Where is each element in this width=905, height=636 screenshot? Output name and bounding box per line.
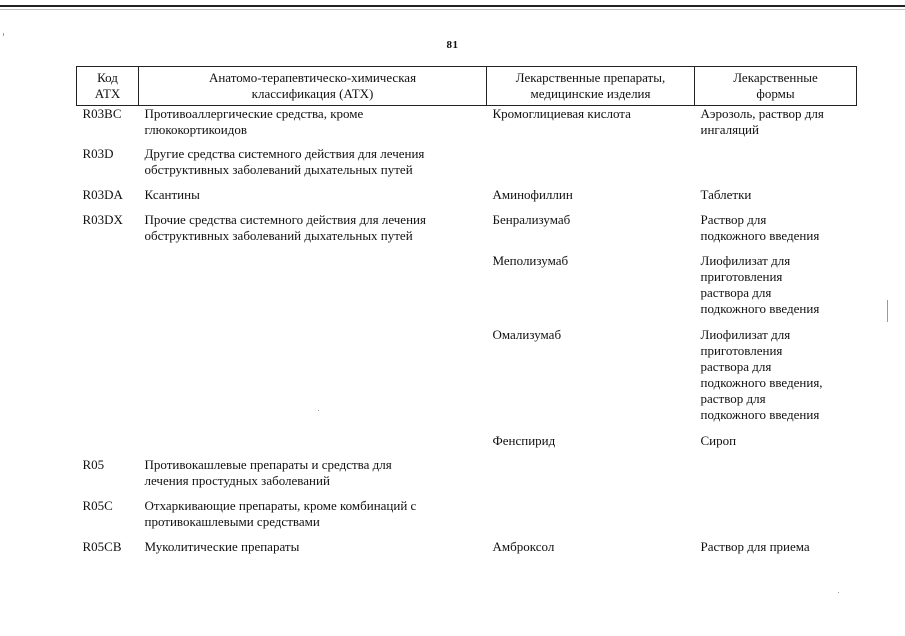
cell-drug: Бенрализумаб xyxy=(492,211,571,227)
cell-code xyxy=(77,253,139,327)
cell-classification: Противокашлевые препараты и средства для лечения простудных заболеваний xyxy=(144,456,392,488)
cell-code: R03BC xyxy=(82,106,122,121)
cell-code: R03DA xyxy=(82,186,123,202)
table-row xyxy=(77,253,857,327)
cell-drug: Кромоглициевая кислота xyxy=(492,106,631,121)
cell-code xyxy=(77,327,139,433)
header-drugs: Лекарственные препараты, медицинские изделия xyxy=(487,67,695,106)
atx-table xyxy=(76,66,857,563)
cell-form: Таблетки xyxy=(700,186,752,202)
cell-form: Лиофилизат для приготовления раствора для подкожного введения, раствор для подкожного введения xyxy=(700,326,823,422)
header-code: Код АТХ xyxy=(77,67,139,106)
cell-classification: Муколитические препараты xyxy=(144,538,300,554)
cell-form: Раствор для приема xyxy=(700,538,810,554)
table-header xyxy=(77,67,857,106)
scan-speck xyxy=(838,592,839,593)
cell-classification xyxy=(139,433,487,457)
cell-drug xyxy=(487,146,695,187)
table-row xyxy=(77,539,857,563)
cell-drug: Фенспирид xyxy=(492,432,556,448)
table-row xyxy=(77,146,857,187)
header-classification: Анатомо-терапевтическо-химическая классификация (АТХ) xyxy=(139,67,487,106)
scan-speck xyxy=(3,33,4,36)
table-row xyxy=(77,498,857,539)
table-body xyxy=(77,106,857,563)
table-header-row xyxy=(77,67,857,106)
scan-speck xyxy=(318,410,319,411)
cell-classification: Отхаркивающие препараты, кроме комбинаций с противокашлевыми средствами xyxy=(144,497,417,529)
cell-form: Лиофилизат для приготовления раствора для подкожного введения xyxy=(700,252,820,316)
cell-drug: Меполизумаб xyxy=(492,252,569,268)
cell-drug: Омализумаб xyxy=(492,326,562,342)
top-border-rule xyxy=(0,5,905,7)
table-row xyxy=(77,433,857,457)
table-row xyxy=(77,212,857,253)
table-row xyxy=(77,106,857,146)
table-row xyxy=(77,327,857,433)
cell-form xyxy=(695,457,857,498)
cell-code: R05 xyxy=(82,456,105,472)
cell-classification: Прочие средства системного действия для лечения обструктивных заболеваний дыхательных путей xyxy=(144,211,426,243)
cell-code: R05CB xyxy=(82,538,122,554)
page-number: 81 xyxy=(446,39,459,51)
cell-classification: Ксантины xyxy=(144,186,200,202)
scan-speck xyxy=(887,300,888,322)
cell-code: R03D xyxy=(82,145,114,161)
table-row xyxy=(77,457,857,498)
cell-drug: Аминофиллин xyxy=(492,186,573,202)
cell-classification xyxy=(139,327,487,433)
cell-classification: Противоаллергические средства, кроме глюкокортикоидов xyxy=(144,106,364,137)
cell-code: R03DX xyxy=(82,211,123,227)
table-row xyxy=(77,187,857,212)
cell-code xyxy=(77,433,139,457)
top-border-shadow xyxy=(0,9,905,10)
cell-drug: Амброксол xyxy=(492,538,555,554)
cell-classification: Другие средства системного действия для лечения обструктивных заболеваний дыхательных путей xyxy=(144,145,425,177)
cell-form: Раствор для подкожного введения xyxy=(700,211,820,243)
cell-form: Сироп xyxy=(700,432,737,448)
cell-drug xyxy=(487,457,695,498)
cell-code: R05C xyxy=(82,497,113,513)
cell-drug xyxy=(487,498,695,539)
cell-form: Аэрозоль, раствор для ингаляций xyxy=(700,106,824,137)
cell-form xyxy=(695,498,857,539)
header-forms: Лекарственные формы xyxy=(695,67,857,106)
cell-classification xyxy=(139,253,487,327)
cell-form xyxy=(695,146,857,187)
